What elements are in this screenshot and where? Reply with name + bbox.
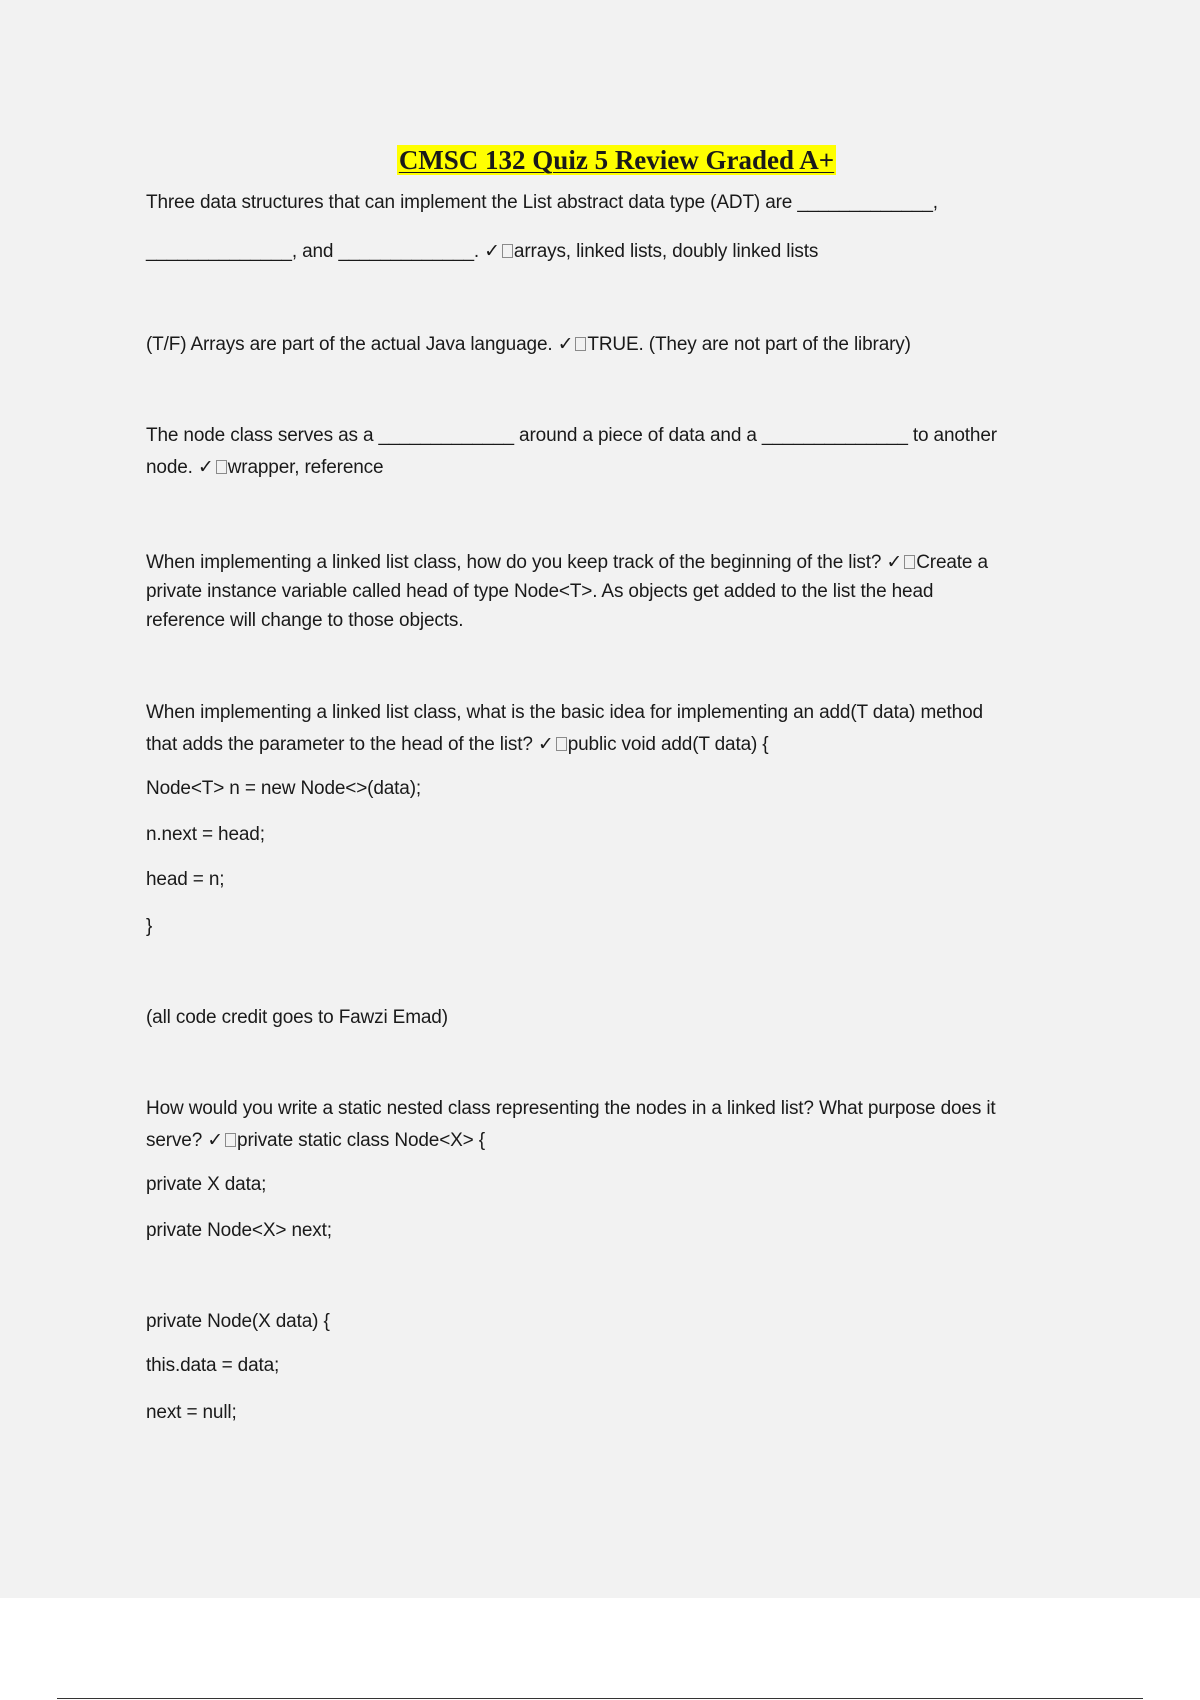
question-1-line-2 <box>146 237 818 266</box>
question-4-line-2: private instance variable called head of type Node<T>. As objects get added to the list the head <box>146 581 934 602</box>
question-6-code-line-5: next = null; <box>146 1402 237 1423</box>
question-2-answer: TRUE. (They are not part of the library) <box>587 334 911 355</box>
answer-checkbox-icon <box>216 460 227 474</box>
question-6-code-line-2: private Node<X> next; <box>146 1220 332 1241</box>
answer-checkbox-icon <box>225 1133 236 1147</box>
question-5-line-1: When implementing a linked list class, what is the basic idea for implementing an add(T data) method <box>146 702 983 723</box>
question-4-prompt: When implementing a linked list class, how do you keep track of the beginning of the list? ✓ <box>146 552 903 573</box>
question-5-code-line-3: head = n; <box>146 869 225 890</box>
question-5-answer-line-1: public void add(T data) { <box>567 734 769 755</box>
answer-checkbox-icon <box>575 337 586 351</box>
question-1-line-1: Three data structures that can implement the List abstract data type (ADT) are _____________, <box>146 192 938 213</box>
answer-checkbox-icon <box>556 737 567 751</box>
question-5-prompt-end: that adds the parameter to the head of the list? ✓ <box>146 734 554 755</box>
question-6-code-line-3: private Node(X data) { <box>146 1311 330 1332</box>
question-3-line-2 <box>146 453 383 482</box>
question-3-answer: wrapper, reference <box>227 457 384 478</box>
document-title <box>0 143 1200 177</box>
answer-checkbox-icon <box>502 244 513 258</box>
question-5-code-line-4: } <box>146 916 153 937</box>
question-6-line-1: How would you write a static nested class representing the nodes in a linked list? What purpose does it <box>146 1098 996 1119</box>
question-3-prompt-end: node. ✓ <box>146 457 214 478</box>
question-5-code-line-1: Node<T> n = new Node<>(data); <box>146 778 422 799</box>
question-5-credit: (all code credit goes to Fawzi Emad) <box>146 1007 448 1028</box>
question-6-prompt-end: serve? ✓ <box>146 1130 224 1151</box>
question-6-code-line-1: private X data; <box>146 1174 267 1195</box>
question-1-answer: arrays, linked lists, doubly linked lists <box>513 241 819 262</box>
document-title-text: CMSC 132 Quiz 5 Review Graded A+ <box>398 145 835 175</box>
question-3-line-1: The node class serves as a _____________ around a piece of data and a ______________ to another <box>146 425 997 446</box>
answer-checkbox-icon <box>904 555 915 569</box>
question-2-line-1 <box>146 330 911 359</box>
question-5-code-line-2: n.next = head; <box>146 824 265 845</box>
question-6-line-2 <box>146 1126 485 1155</box>
question-4-line-1 <box>146 548 988 577</box>
question-1-prompt-end: ______________, and _____________. ✓ <box>146 241 500 262</box>
question-6-code-line-4: this.data = data; <box>146 1355 280 1376</box>
question-6-answer-line-1: private static class Node<X> { <box>237 1130 485 1151</box>
footer-divider <box>57 1698 1143 1699</box>
question-4-line-3: reference will change to those objects. <box>146 610 464 631</box>
question-4-answer-start: Create a <box>916 552 988 573</box>
question-2-prompt: (T/F) Arrays are part of the actual Java language. ✓ <box>146 334 574 355</box>
question-5-line-2 <box>146 730 769 759</box>
